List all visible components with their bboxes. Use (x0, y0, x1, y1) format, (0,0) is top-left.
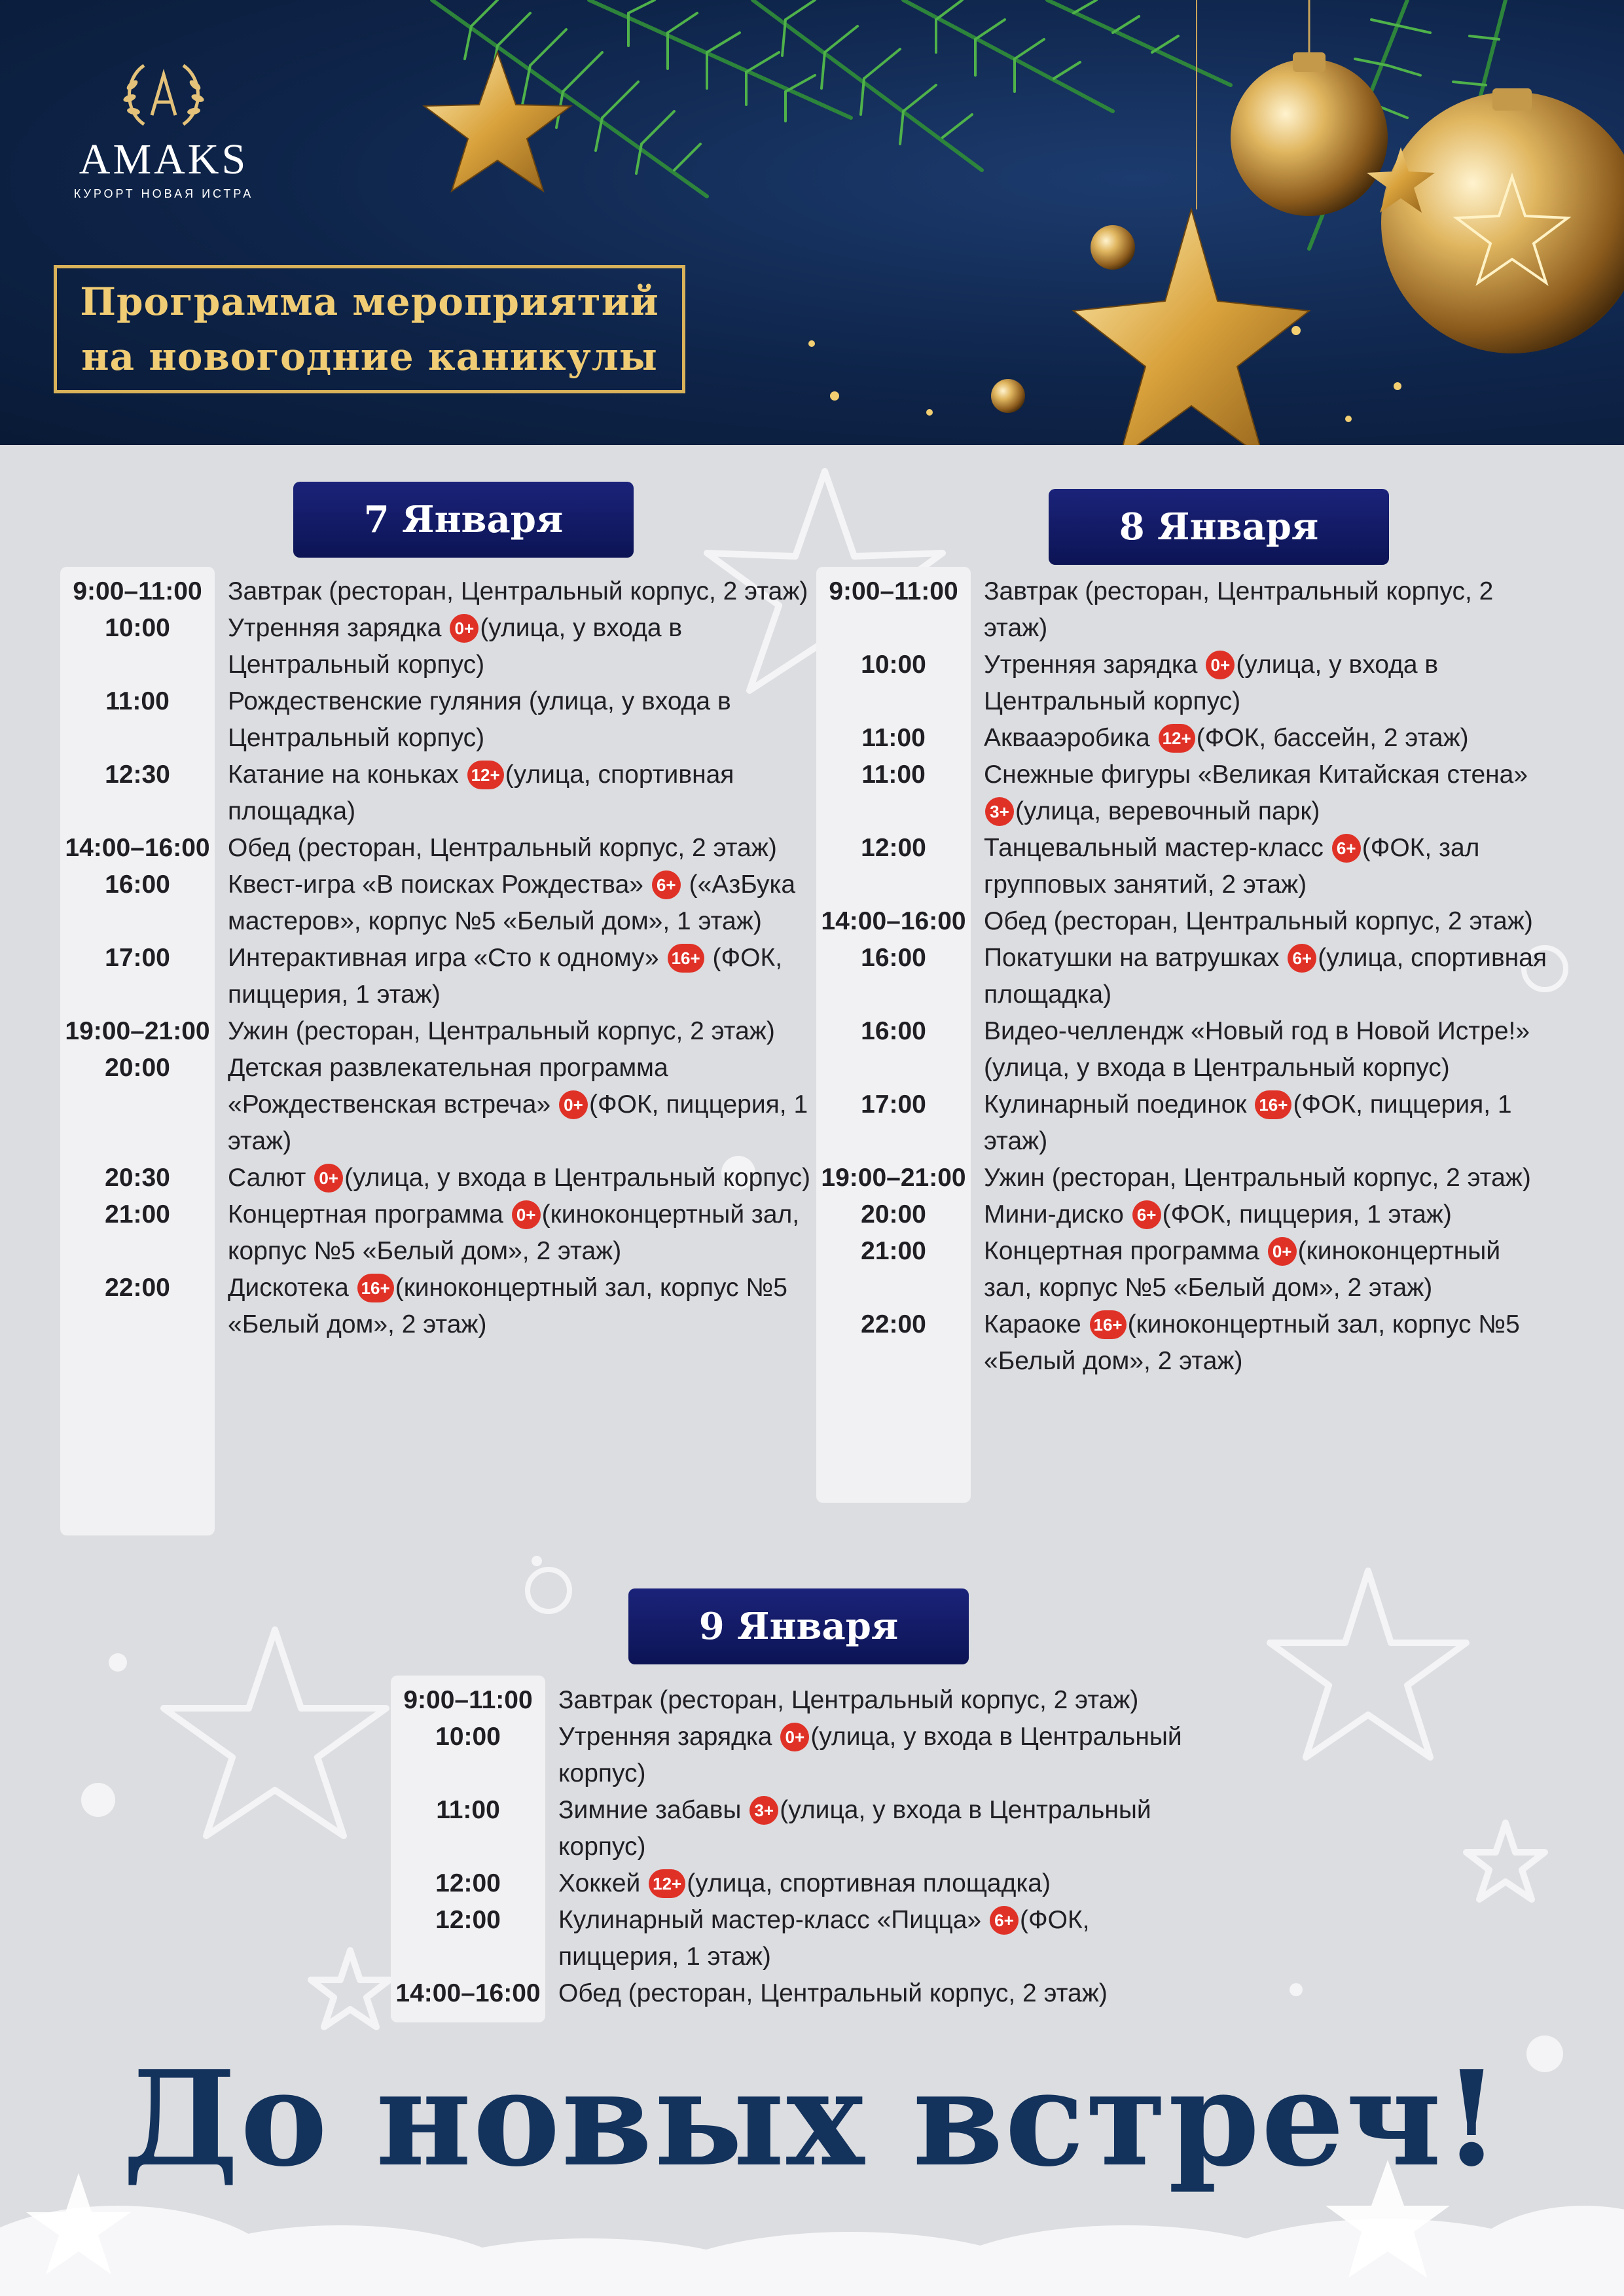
event-text: Завтрак (ресторан, Центральный корпус, 2 этаж) (228, 577, 808, 605)
event-description (545, 1975, 1216, 2012)
age-rating-badge: 0+ (780, 1723, 809, 1751)
event-text: Концертная программа (984, 1237, 1267, 1265)
event-description (971, 647, 1549, 720)
event-location: (улица, у входа в Центральный корпус) (228, 614, 683, 679)
event-time: 19:00–21:00 (65, 1017, 210, 1045)
day-title-8-january: 8 Января (1049, 489, 1389, 565)
event-row (816, 830, 1549, 903)
laurel-logo-icon (118, 59, 209, 131)
event-description (215, 683, 820, 757)
event-row (816, 1086, 1549, 1160)
event-description (545, 1902, 1216, 1975)
event-time: 14:00–16:00 (395, 1979, 541, 2007)
event-row (391, 1682, 1216, 1719)
event-row (816, 940, 1549, 1013)
age-rating-badge: 6+ (1332, 834, 1361, 863)
age-rating-badge: 12+ (467, 761, 504, 789)
event-row (391, 1719, 1216, 1792)
event-description (215, 830, 820, 867)
header-banner (0, 0, 1624, 445)
event-time: 12:30 (105, 761, 170, 789)
event-time: 9:00–11:00 (403, 1686, 533, 1714)
event-row (60, 1196, 820, 1270)
age-rating-badge: 0+ (450, 614, 478, 643)
event-row (816, 647, 1549, 720)
event-row (60, 573, 820, 610)
event-time: 22:00 (861, 1310, 926, 1338)
event-description (215, 610, 820, 683)
age-rating-badge: 6+ (652, 870, 681, 899)
event-description (545, 1865, 1216, 1902)
event-text: Кулинарный поединок (984, 1090, 1254, 1119)
event-time: 20:00 (861, 1200, 926, 1229)
event-text: Аквааэробика (984, 724, 1157, 752)
event-location: (улица, веревочный парк) (1015, 797, 1320, 825)
event-row (60, 757, 820, 830)
event-time: 14:00–16:00 (821, 907, 966, 935)
event-text: Утренняя зарядка (984, 651, 1205, 679)
event-time: 9:00–11:00 (829, 577, 958, 605)
event-text: Обед (ресторан, Центральный корпус, 2 этаж) (558, 1979, 1108, 2007)
event-description (971, 940, 1549, 1013)
event-time: 16:00 (861, 1017, 926, 1045)
event-location: (киноконцертный зал, корпус №5 «Белый дом», 2 этаж) (228, 1200, 800, 1265)
event-description (971, 903, 1549, 940)
age-rating-badge: 16+ (357, 1274, 394, 1302)
schedule-day-2 (816, 573, 1549, 1380)
event-description (971, 1233, 1549, 1306)
event-text: Завтрак (ресторан, Центральный корпус, 2 этаж) (558, 1686, 1139, 1714)
age-rating-badge: 0+ (1268, 1237, 1297, 1266)
event-time: 9:00–11:00 (73, 577, 202, 605)
program-title-line-1: Программа мероприятий (80, 279, 659, 324)
event-row (816, 573, 1549, 647)
event-description (215, 1160, 820, 1196)
logo-name: AMAKS (79, 135, 249, 183)
event-row (60, 1050, 820, 1160)
event-description (971, 573, 1549, 647)
age-rating-badge: 12+ (649, 1869, 685, 1898)
event-location: (улица, спортивная площадка) (687, 1869, 1051, 1897)
event-row (391, 1902, 1216, 1975)
schedule-day-3 (391, 1682, 1216, 2012)
age-rating-badge: 6+ (990, 1906, 1019, 1935)
event-text: Ужин (ресторан, Центральный корпус, 2 этаж) (228, 1017, 775, 1045)
event-description (971, 830, 1549, 903)
event-row (816, 1013, 1549, 1086)
event-text: Танцевальный мастер-класс (984, 834, 1331, 862)
event-description (971, 1013, 1549, 1086)
event-text: Снежные фигуры «Великая Китайская стена» (984, 761, 1528, 789)
event-location: («АзБука мастеров», корпус №5 «Белый дом», 1 этаж) (228, 870, 796, 935)
event-description (215, 573, 820, 610)
event-text: Рождественские гуляния (улица, у входа в Центральный корпус) (228, 687, 731, 752)
event-text: Обед (ресторан, Центральный корпус, 2 этаж) (984, 907, 1533, 935)
event-row (60, 1013, 820, 1050)
event-location: (киноконцертный зал, корпус №5 «Белый дом», 2 этаж) (984, 1310, 1520, 1375)
age-rating-badge: 0+ (559, 1090, 588, 1119)
event-location: (ФОК, пиццерия, 1 этаж) (984, 1090, 1512, 1155)
event-description (215, 1270, 820, 1343)
event-time: 21:00 (861, 1237, 926, 1265)
event-location: (киноконцертный зал, корпус №5 «Белый дом», 2 этаж) (984, 1237, 1501, 1302)
event-row (816, 1306, 1549, 1380)
event-text: Ужин (ресторан, Центральный корпус, 2 этаж) (984, 1164, 1531, 1192)
event-row (816, 757, 1549, 830)
age-rating-badge: 16+ (1090, 1310, 1127, 1339)
event-row (816, 1196, 1549, 1233)
event-text: Мини-диско (984, 1200, 1131, 1229)
event-time: 10:00 (861, 651, 926, 679)
event-text: Хоккей (558, 1869, 648, 1897)
event-row (391, 1865, 1216, 1902)
event-row (391, 1792, 1216, 1865)
age-rating-badge: 16+ (1255, 1090, 1291, 1119)
event-location: (улица, у входа в Центральный корпус) (984, 651, 1439, 715)
event-row (60, 683, 820, 757)
event-time: 12:00 (435, 1906, 501, 1934)
event-row (391, 1975, 1216, 2012)
event-row (60, 610, 820, 683)
farewell-message: До новых встреч! (122, 2042, 1502, 2196)
event-row (60, 940, 820, 1013)
event-description (215, 867, 820, 940)
event-text: Детская развлекательная программа «Рождественская встреча» (228, 1054, 668, 1119)
event-description (545, 1792, 1216, 1865)
event-time: 10:00 (105, 614, 170, 642)
event-time: 11:00 (861, 761, 926, 789)
event-location: (киноконцертный зал, корпус №5 «Белый дом», 2 этаж) (228, 1274, 787, 1338)
event-text: Видео-челлендж «Новый год в Новой Истре!» (улица, у входа в Центральный корпус) (984, 1017, 1530, 1082)
age-rating-badge: 3+ (749, 1796, 778, 1825)
age-rating-badge: 6+ (1288, 944, 1316, 973)
event-location: (улица, спортивная площадка) (228, 761, 734, 825)
event-text: Дискотека (228, 1274, 356, 1302)
event-description (545, 1719, 1216, 1792)
event-row (816, 903, 1549, 940)
event-description (215, 940, 820, 1013)
event-location: (улица, у входа в Центральный корпус) (344, 1164, 810, 1192)
event-text: Завтрак (ресторан, Центральный корпус, 2 этаж) (984, 577, 1494, 642)
event-time: 10:00 (435, 1723, 501, 1751)
event-text: Квест-игра «В поисках Рождества» (228, 870, 651, 899)
event-location: (ФОК, бассейн, 2 этаж) (1196, 724, 1469, 752)
event-text: Кулинарный мастер-класс «Пицца» (558, 1906, 988, 1934)
event-time: 11:00 (436, 1796, 500, 1824)
event-description (215, 1196, 820, 1270)
age-rating-badge: 12+ (1159, 724, 1195, 753)
age-rating-badge: 0+ (314, 1164, 343, 1193)
event-description (215, 1013, 820, 1050)
event-description (545, 1682, 1216, 1719)
event-description (215, 1050, 820, 1160)
event-text: Зимние забавы (558, 1796, 749, 1824)
age-rating-badge: 0+ (512, 1200, 541, 1229)
event-time: 11:00 (861, 724, 926, 752)
event-location: (ФОК, пиццерия, 1 этаж) (1162, 1200, 1452, 1229)
amaks-logo (65, 59, 262, 209)
event-time: 22:00 (105, 1274, 170, 1302)
program-title-line-2: на новогодние каникулы (81, 334, 658, 379)
event-row (816, 1160, 1549, 1196)
event-row (60, 1270, 820, 1343)
event-row (60, 1160, 820, 1196)
event-location: (ФОК, пиццерия, 1 этаж) (558, 1906, 1090, 1971)
event-description (215, 757, 820, 830)
event-time: 16:00 (105, 870, 170, 899)
event-text: Обед (ресторан, Центральный корпус, 2 этаж) (228, 834, 777, 862)
event-row (816, 1233, 1549, 1306)
event-time: 12:00 (435, 1869, 501, 1897)
event-time: 12:00 (861, 834, 926, 862)
event-text: Покатушки на ватрушках (984, 944, 1287, 972)
event-time: 16:00 (861, 944, 926, 972)
event-time: 20:30 (105, 1164, 170, 1192)
event-time: 21:00 (105, 1200, 170, 1229)
event-text: Концертная программа (228, 1200, 511, 1229)
schedule-day-1 (60, 573, 820, 1343)
event-location: (ФОК, пиццерия, 1 этаж) (228, 1090, 808, 1155)
age-rating-badge: 16+ (668, 944, 704, 973)
event-text: Утренняя зарядка (558, 1723, 780, 1751)
day-title-9-january: 9 Января (628, 1588, 969, 1664)
event-text: Салют (228, 1164, 314, 1192)
event-row (60, 867, 820, 940)
event-text: Караоке (984, 1310, 1089, 1338)
event-time: 14:00–16:00 (65, 834, 210, 862)
event-text: Катание на коньках (228, 761, 466, 789)
event-text: Утренняя зарядка (228, 614, 449, 642)
event-row (60, 830, 820, 867)
event-location: (улица, у входа в Центральный корпус) (558, 1796, 1151, 1861)
event-text: Интерактивная игра «Сто к одному» (228, 944, 666, 972)
event-location: (ФОК, пиццерия, 1 этаж) (228, 944, 783, 1009)
event-location: (улица, спортивная площадка) (984, 944, 1547, 1009)
event-time: 17:00 (105, 944, 170, 972)
event-time: 17:00 (861, 1090, 926, 1119)
event-description (971, 1160, 1549, 1196)
event-location: (улица, у входа в Центральный корпус) (558, 1723, 1182, 1787)
event-row (816, 720, 1549, 757)
event-location: (ФОК, зал групповых занятий, 2 этаж) (984, 834, 1480, 899)
event-time: 11:00 (105, 687, 170, 715)
event-time: 20:00 (105, 1054, 170, 1082)
logo-subtitle: КУРОРТ НОВАЯ ИСТРА (73, 187, 254, 200)
event-description (971, 1196, 1549, 1233)
age-rating-badge: 6+ (1132, 1200, 1161, 1229)
event-time: 19:00–21:00 (821, 1164, 966, 1192)
event-description (971, 1306, 1549, 1380)
event-description (971, 720, 1549, 757)
age-rating-badge: 3+ (985, 797, 1014, 826)
program-title-box (54, 265, 685, 393)
event-description (971, 757, 1549, 830)
event-description (971, 1086, 1549, 1160)
age-rating-badge: 0+ (1206, 651, 1235, 679)
day-title-7-january: 7 Января (293, 482, 634, 558)
